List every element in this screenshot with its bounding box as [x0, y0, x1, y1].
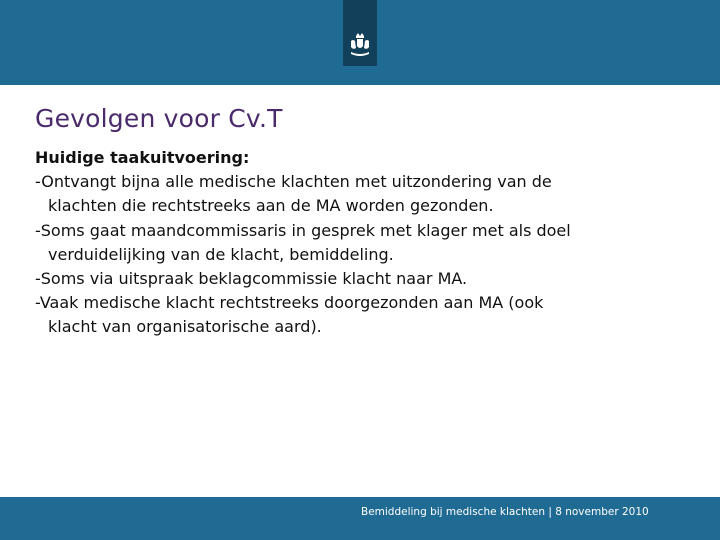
- body-line-2: klachten die rechtstreeks aan de MA worden gezonden.: [48, 196, 494, 216]
- body-line-7: klacht van organisatorische aard).: [48, 317, 322, 337]
- body-line-6: -Vaak medische klacht rechtstreeks doorgezonden aan MA (ook: [35, 293, 544, 313]
- slide-body: [35, 146, 695, 340]
- page-number: 14: [36, 480, 50, 493]
- footer-bar: [0, 497, 720, 540]
- body-heading: Huidige taakuitvoering:: [35, 148, 250, 167]
- slide-title: Gevolgen voor Cv.T: [35, 104, 283, 133]
- body-line-5: -Soms via uitspraak beklagcommissie klacht naar MA.: [35, 269, 468, 289]
- logo-box: [343, 0, 377, 66]
- header-bar: [0, 0, 720, 85]
- body-line-1: -Ontvangt bijna alle medische klachten met uitzondering van de: [35, 172, 552, 192]
- body-line-4: verduidelijking van de klacht, bemiddeling.: [48, 244, 394, 264]
- footer-text: Bemiddeling bij medische klachten | 8 november 2010: [361, 506, 649, 518]
- body-line-3: -Soms gaat maandcommissaris in gesprek met klager met als doel: [35, 220, 571, 240]
- coat-of-arms-icon: [348, 32, 372, 60]
